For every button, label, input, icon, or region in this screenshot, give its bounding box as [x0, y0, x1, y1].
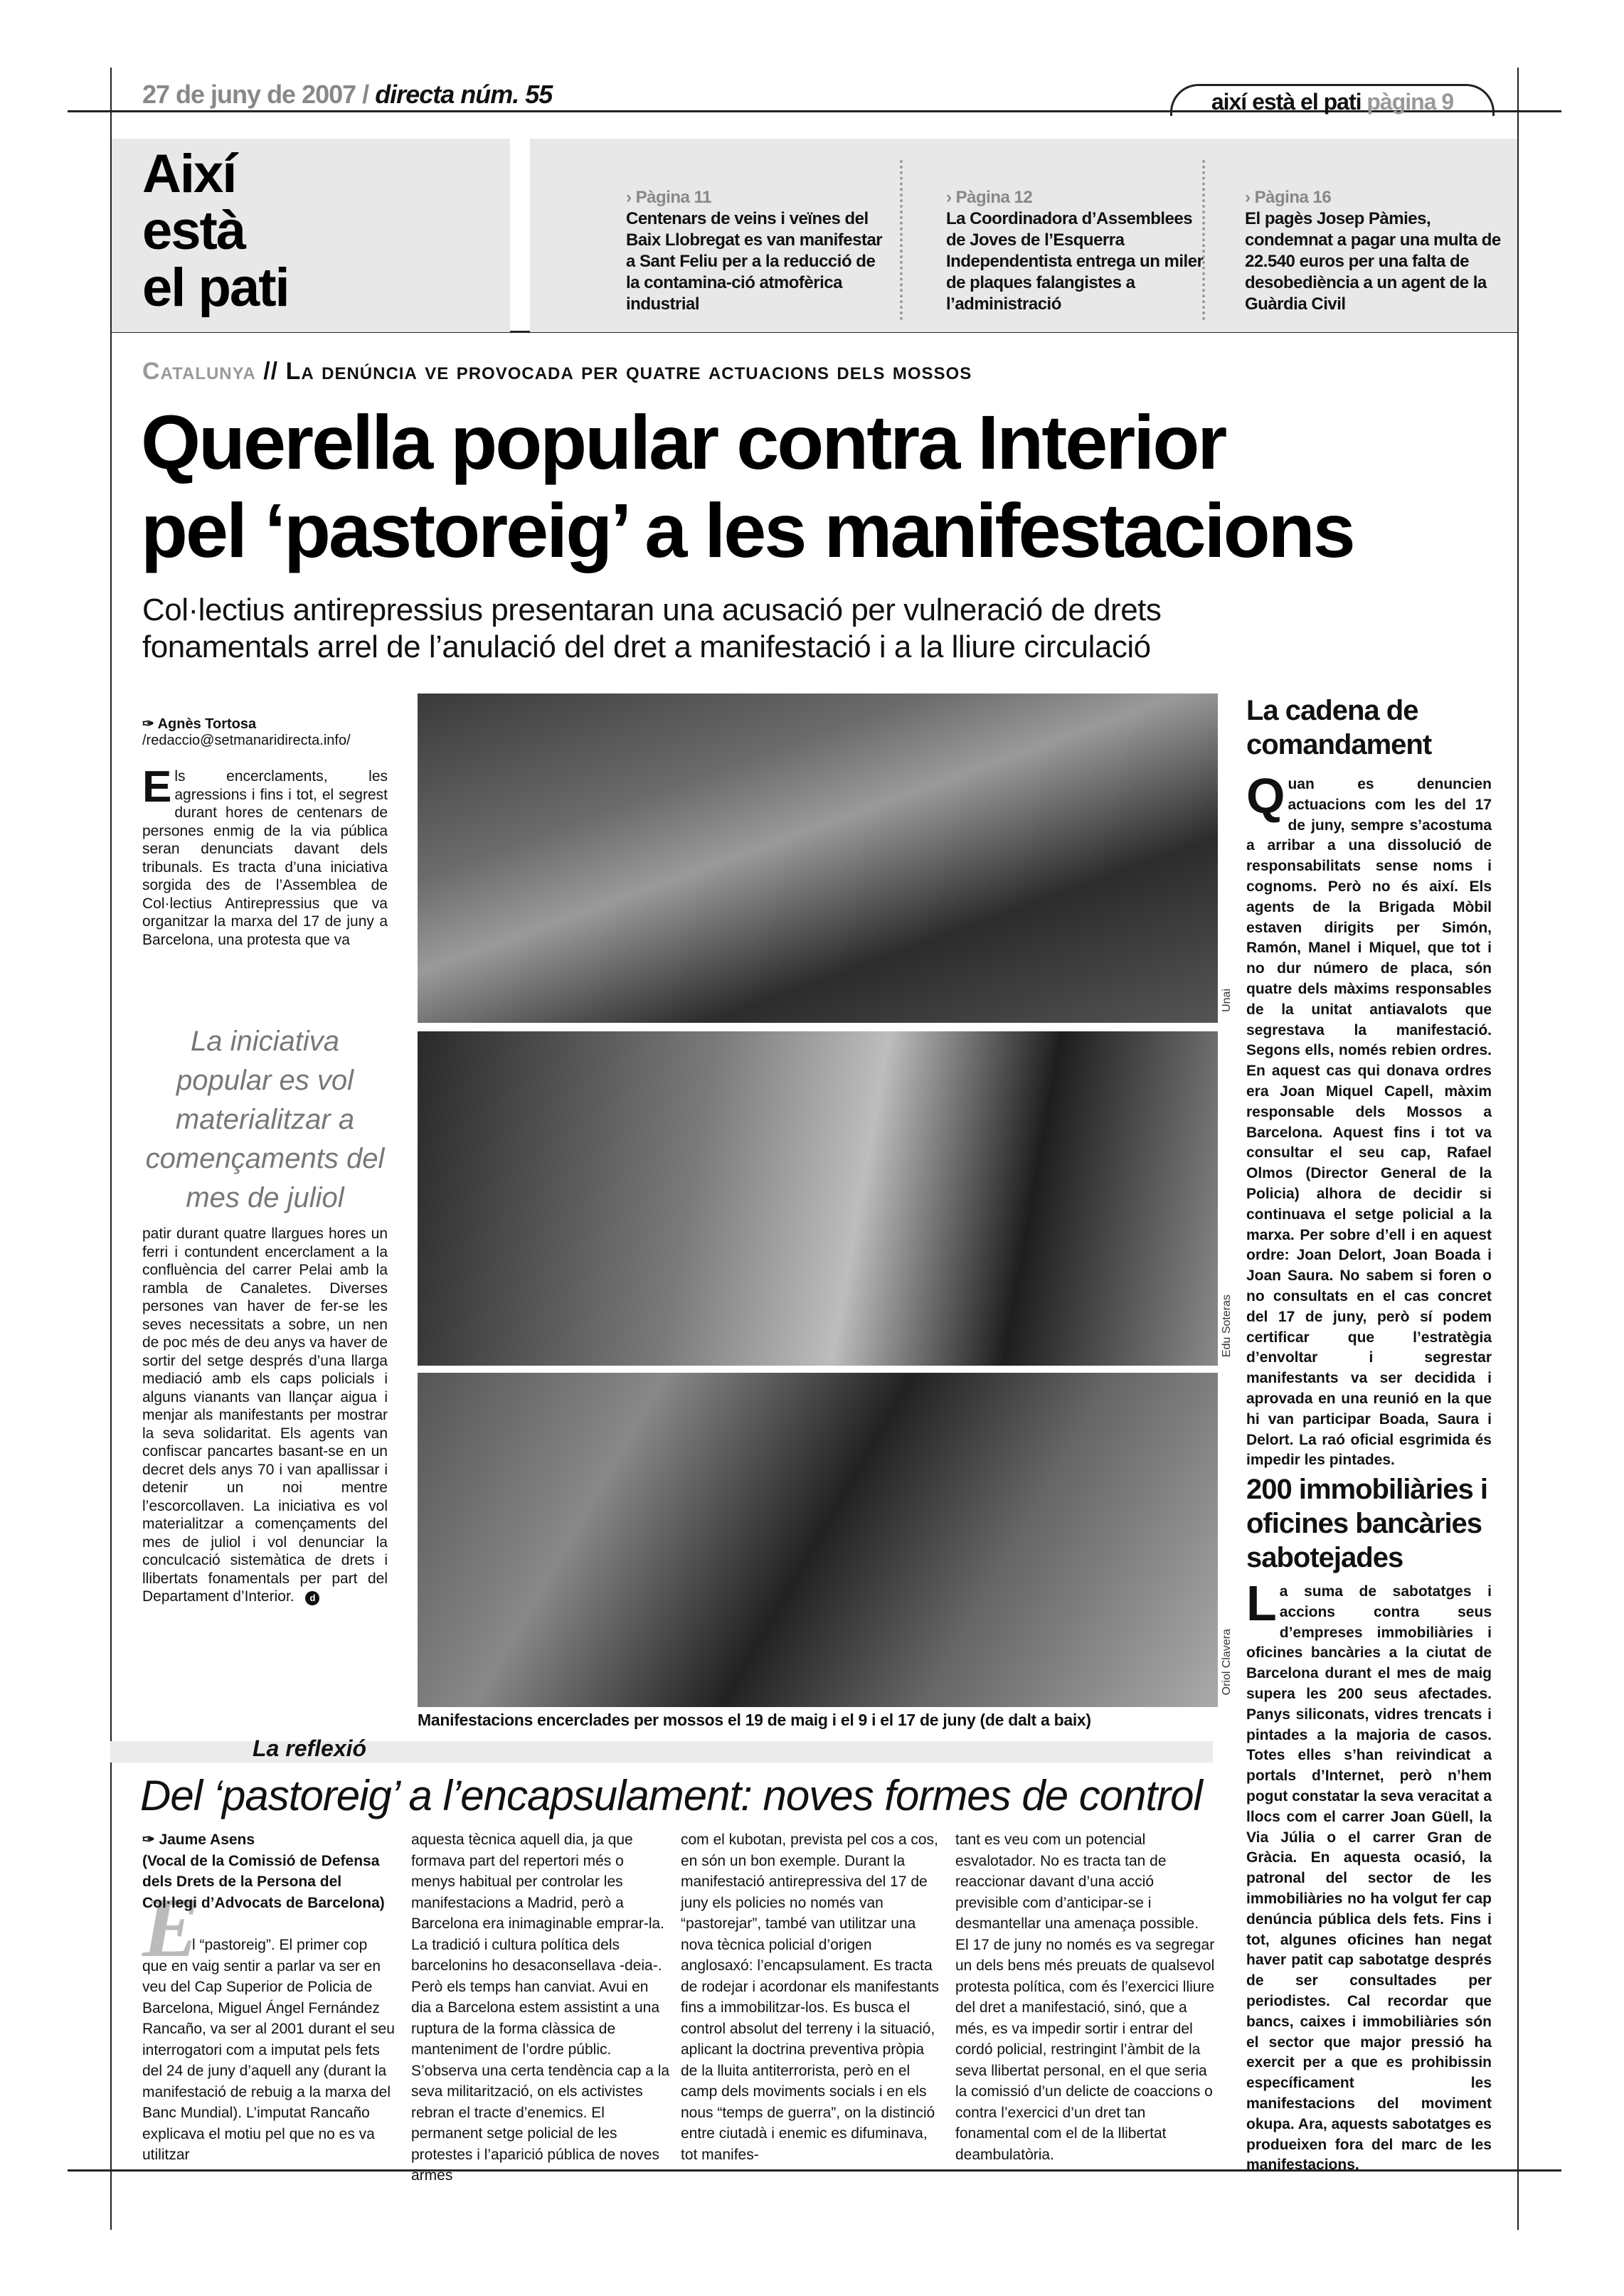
photo-sitting-protesters [418, 1031, 1218, 1366]
section-tab-label: així està el pati [1211, 89, 1362, 115]
teaser-page-12[interactable] [946, 187, 1209, 315]
kicker-text: La denúncia ve provocada per quatre actuacions dels mossos [285, 358, 972, 385]
teaser-page-16[interactable] [1245, 187, 1501, 315]
opinion-column-1 [142, 1829, 395, 2166]
opinion-byline [142, 1829, 395, 1851]
opinion-section-label: La reflexió [253, 1736, 367, 1761]
pull-quote: La iniciativa popular es vol materialitzar a començaments del mes de juliol [145, 1026, 385, 1213]
opinion-title: Del ‘pastoreig’ a l’encapsulament: noves formes de control [140, 1772, 1202, 1819]
photo-credit: Unai [1221, 989, 1233, 1012]
subtitle-line: fonamentals arrel de l’anulació del dret a manifestació i a la lliure circulació [142, 629, 1151, 664]
opinion-drop-cap: E [142, 1880, 200, 1975]
photo-caption: Manifestacions encerclades per mossos el 19 de maig i el 9 i el 17 de juny (de dalt a baix) [418, 1711, 1091, 1729]
teaser-page-link[interactable]: › Pàgina 11 [626, 188, 711, 207]
article-left-column [142, 715, 388, 949]
teaser-page-11[interactable] [626, 187, 889, 315]
opinion-column-3: com el kubotan, prevista pel cos a cos, en són un bon exemple. Durant la manifestació antirepressiva del 17 de juny els policies no només van “pastorejar”, també van utilitzar una nova tècnica policial d’origen anglosaxó: l’encapsulament. Es tracta de rodejar i acordonar els manifestants fins a immobilitzar-los. Es busca el control absolut del terreny i la situació, aplicant la doctrina preventiva pròpia de la lluita antiterrorista, però en el camp dels moviments socials i en els nous “temps de guerra”, on la distinció entre ciutadà i enemic es difuminava, tot manifes- [681, 1832, 940, 2163]
drop-cap: E [142, 762, 172, 812]
page-margin-line-right [1517, 68, 1519, 2230]
sidebar-chain-of-command [1246, 693, 1492, 1471]
teaser-page-link[interactable]: › Pàgina 12 [946, 188, 1033, 207]
kicker-section: Catalunya [142, 358, 256, 385]
teaser-page-link[interactable]: › Pàgina 16 [1245, 188, 1332, 207]
opinion-text: l “pastoreig”. El primer cop que en vaig sentir a parlar va ser en veu del Cap Superior de Policia de Barcelona, Miguel Ángel Fernández Rancaño, va ser al 2001 durant el seu interrogatori com a imputat pels fets del 24 de juny d’aquell any (durant la manifestació de rebuig a la marxa del Banc Mundial). L’imputat Rancaño explicava el motiu pel que no es va utilitzar [142, 1937, 395, 2163]
opinion-column-2: aquesta tècnica aquell dia, ja que formava part del repertori més o menys habitual per controlar les manifestacions a Madrid, però a Barcelona era inimaginable emprar-la. La tradició i cultura política dels barcelonins ho desaconsellava -deia-. Però els temps han canviat. Avui en dia a Barcelona estem assistint a una ruptura de la forma clàssica de manteniment de l’ordre públic. S’observa una certa tendència cap a la seva militarització, on els activistes rebran el tracte d’enemics. El permanent setge policial de les protestes i l’aparició pública de noves armes [411, 1832, 670, 2184]
opinion-column-4: tant es veu com un potencial esvalotador. No es tracta tan de reaccionar davant d’una acció previsible com d’anticipar-se i desmantellar una amenaça possible. El 17 de juny no només es va segregar un dels bens més preuats de qualsevol protesta política, com és l’exercici lliure del dret a manifestació, sinó, que a més, es va impedir sortir i entrar del cordó policial, restringint l’àmbit de la seva llibertat personal, en el que seria la comissió d’un delicte de coaccions o contra l’exercici d’un dret tan fonamental com el de la llibertat deambulatòria. [955, 1832, 1215, 2163]
photo-credit: Edu Soteras [1221, 1295, 1233, 1358]
end-mark-icon: d [305, 1591, 319, 1605]
photo-police-line-street [418, 693, 1218, 1023]
author-byline [142, 715, 388, 733]
article-body-part-2 [142, 1225, 388, 1606]
kicker-separator: // [255, 358, 279, 385]
teaser-text: Centenars de veins i veïnes del Baix Llobregat es van manifestar a Sant Feliu per a la reducció de la contamina-ció atmofèrica industrial [626, 209, 883, 314]
article-kicker [142, 358, 972, 386]
pen-icon: ✑ [142, 1832, 159, 1848]
article-subtitle [142, 592, 1161, 666]
teaser-text: La Coordinadora d’Assemblees de Joves de l’Esquerra Independentista entrega un miler de plaques falangistes a l’administració [946, 209, 1204, 314]
author-name: Agnès Tortosa [157, 716, 257, 732]
section-title-line: està [142, 201, 245, 261]
issue-date: 27 de juny de 2007 / [142, 80, 369, 109]
article-body-part-1 [142, 762, 388, 949]
section-page-tab [1170, 84, 1495, 116]
dotted-divider [1202, 160, 1205, 320]
body-text: patir durant quatre llargues hores un ferri i contundent encerclament a la confluència del carrer Pelai amb la rambla de Canaletes. Diverses persones van haver de fer-se les seves necessitats a sobre, un nen de poc més de deu anys va haver de sortir del setge després d’una llarga mediació amb els caps policials i alguns vianants van llançar aigua i menjar als manifestants per mostrar la seva solidaritat. Els agents van confiscar pancartes basant-se en un decret dels anys 70 i van apallissar i detenir un noi mentre l’escorcollaven. La iniciativa es vol materialitzar a començaments del mes de juliol i vol denunciar la conculcació sistemàtica de drets i llibertats fonamentals per part del Departament d’Interior. [142, 1226, 388, 1605]
headline-line: Querella popular contra Interior [141, 399, 1226, 485]
body-text: a suma de sabotatges i accions contra seus d’empreses immobiliàries i oficines bancàries a la ciutat de Barcelona durant el mes de maig supera les 200 seus afectades. Panys siliconats, vidres trencats i pintades a la majoria de casos. Totes elles s’han reivindicat a portals d’Internet, però n’hem pogut constatar la seva veracitat a llocs com el carrer Joan Güell, la Via Júlia o el carrer Gran de Gràcia. En aquesta ocasió, la patronal del sector de les immobiliàries no ha volgut fer cap denúncia pública dels fets. Fins i tot, algunes oficines han negat haver patit cap sabotatge després de ser consultades per periodistes. Cal recordar que bancs, caixes i immobiliàries són el sector que major pressió ha exercit per a que es prohibissin específicament les manifestacions del moviment okupa. Ara, aquests sabotatges es produeixen fora del marc de les manifestacions. [1246, 1583, 1492, 2174]
section-title-line: el pati [142, 257, 289, 318]
sidebar-body [1246, 1575, 1492, 2176]
photo-encircled-march [418, 1373, 1218, 1707]
sidebar-body [1246, 768, 1492, 1471]
teaser-text: El pagès Josep Pàmies, condemnat a pagar una multa de 22.540 euros per una falta de desobediència a un agent de la Guàrdia Civil [1245, 209, 1501, 314]
page-number: pàgina 9 [1366, 89, 1454, 115]
dotted-divider [900, 160, 903, 320]
page-margin-line-left [110, 68, 112, 2230]
sidebar-title: La cadena de comandament [1246, 695, 1432, 760]
issue-date-line [142, 80, 552, 110]
section-title [142, 146, 289, 317]
sidebar-sabotage [1246, 1472, 1492, 2176]
author-email[interactable]: /redaccio@setmanaridirecta.info/ [142, 733, 351, 748]
photo-credit: Oriol Clavera [1221, 1629, 1233, 1696]
body-text: ls encerclaments, les agressions i fins i tot, el segrest durant hores de centenars de persones enmig de la via pública seran denunciats davant dels tribunals. Es tracta d’una iniciativa sorgida des de l’Assemblea de Col·lectius Antirepressius que va organitzar la marxa del 17 de juny a Barcelona, una protesta que va [142, 768, 388, 948]
article-headline [141, 398, 1354, 575]
sidebar-title: 200 immobiliàries i oficines bancàries sabotejades [1246, 1474, 1487, 1573]
pen-icon: ✑ [142, 716, 158, 732]
body-text: uan es denuncien actuacions com les del 17 de juny, sempre s’acostuma a arribar a una dissolució de responsabilitats sense noms i cognoms. Però no és així. Els agents de la Brigada Mòbil estaven dirigits per Simón, Ramón, Manel i Miquel, que tot i no dur número de placa, són quatre dels màxims responsables de la unitat antiavalots que segrestava la manifestació. Segons ells, només rebien ordres. En aquest cas qui donava ordres era Joan Miquel Capell, màxim responsable dels Mossos a Barcelona. Aquest fins i tot va consultar el seu cap, Rafael Olmos (Director General de la Policia) alhora de decidir si continuava el setge policial a la marxa. Per sobre d’ell i en aquest ordre: Joan Delort, Joan Boada i Joan Saura. No sabem si foren o no consultats en el cas concret del 17 de juny, però sí podem certificar que l’estratègia d’envoltar i segrestar manifestants va ser decidida i aprovada en una reunió en la que hi van participar Boada, Saura i Delort. La raó oficial esgrimida és impedir les pintades. [1246, 776, 1492, 1469]
drop-cap: Q [1246, 768, 1285, 824]
drop-cap: L [1246, 1575, 1277, 1631]
author-role: (Vocal de la Comissió de Defensa dels Drets de la Persona del Col·legi d’Advocats de Barcelona) [142, 1852, 385, 1911]
subtitle-line: Col·lectius antirepressius presentaran una acusació per vulneració de drets [142, 592, 1162, 627]
author-name: Jaume Asens [159, 1832, 255, 1848]
headline-line: pel ‘pastoreig’ a les manifestacions [141, 487, 1354, 573]
section-title-line: Així [142, 144, 236, 204]
issue-number: directa núm. 55 [375, 80, 553, 109]
